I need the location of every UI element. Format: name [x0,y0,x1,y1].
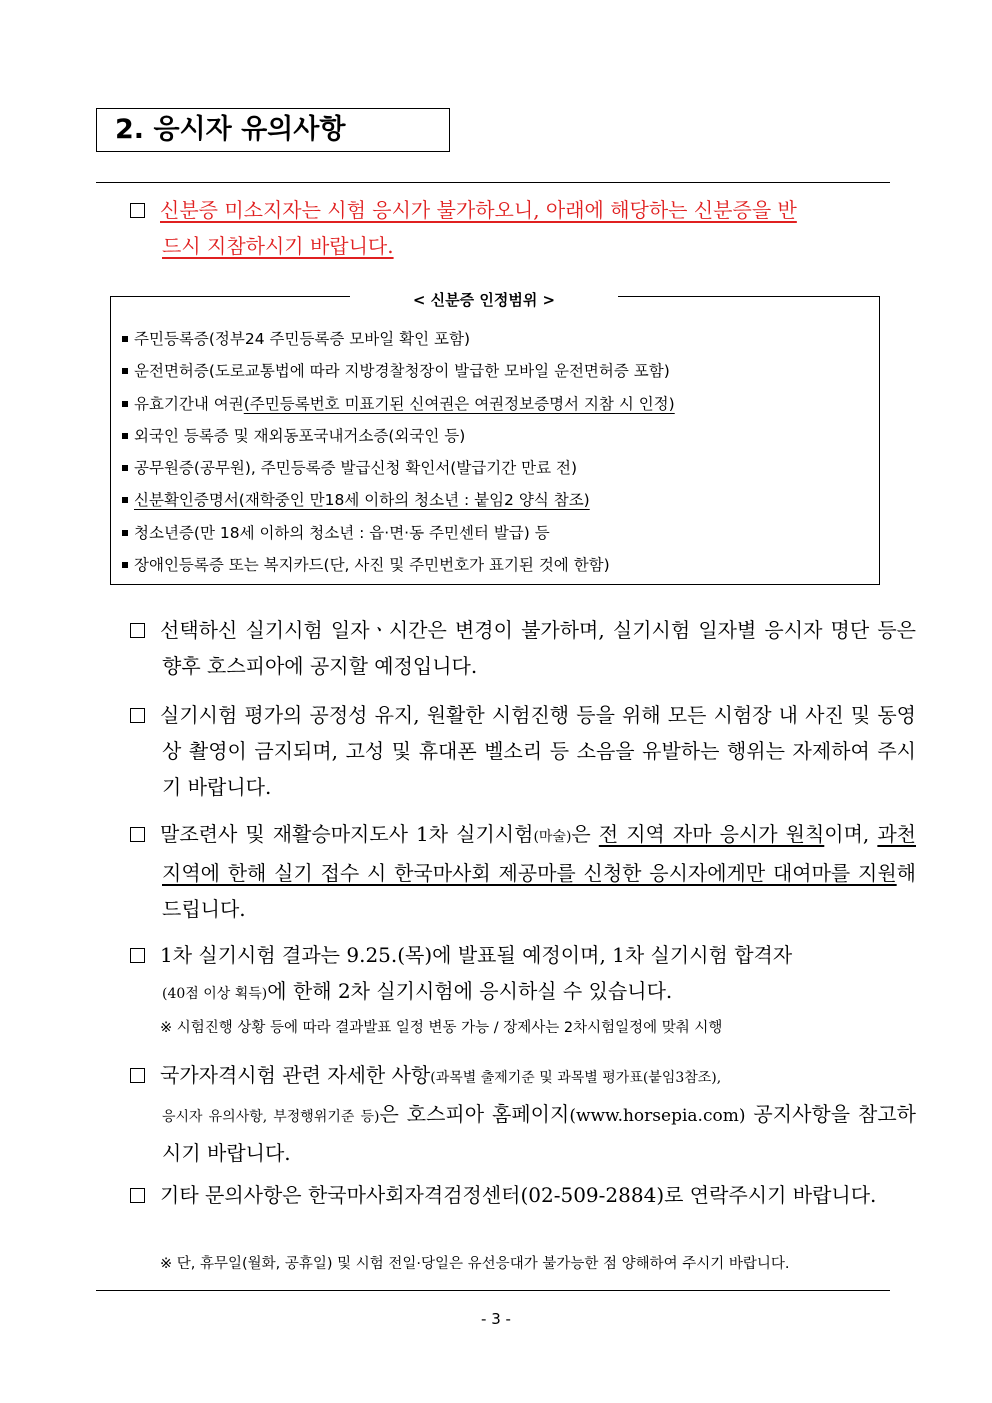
id-range-item-text: 유효기간내 여권 [134,394,244,413]
horse-text-b: 은 [571,822,599,846]
bullet-square-icon [122,336,128,342]
id-range-item-text: 운전면허증(도로교통법에 따라 지방경찰청장이 발급한 모바일 운전면허증 포함) [134,362,670,381]
result-text-b: 에 한해 2차 실기시험에 응시하실 수 있습니다. [267,979,673,1003]
checkbox-icon [130,708,145,723]
checkbox-icon [130,623,145,638]
id-range-item-text: 공무원증(공무원), 주민등록증 발급신청 확인서(발급기간 만료 전) [134,459,578,478]
id-range-item [122,388,675,420]
horse-text-c: 이며, [824,822,878,846]
id-range-item [122,549,675,581]
id-notice-line1: 신분증 미소지자는 시험 응시가 불가하오니, 아래에 해당하는 신분증을 반 [160,198,797,222]
id-range-item [122,452,675,484]
id-range-item-underlined: (주민등록번호 미표기된 신여권은 여권정보증명서 지참 시 인정) [243,394,675,413]
id-range-item-text: 청소년증(만 18세 이하의 청소년 : 읍·면·동 주민센터 발급) 등 [134,523,550,542]
id-notice [130,192,916,264]
bullet-square-icon [122,401,128,407]
checkbox-icon [130,948,145,963]
id-range-item [122,420,675,452]
id-notice-line2: 드시 지참하시기 바랍니다. [162,234,394,258]
contact-note: ※ 단, 휴무일(월화, 공휴일) 및 시험 전일·당일은 유선응대가 불가능한 점 양해하여 주시기 바랍니다. [160,1256,790,1272]
checkbox-icon [130,1188,145,1203]
detail-text-a: 국가자격시험 관련 자세한 사항 [160,1063,431,1087]
section-title: 2. 응시자 유의사항 [96,108,450,152]
result-note: ※ 시험진행 상황 등에 따라 결과발표 일정 변동 가능 / 장제사는 2차시험일정에 맞춰 시행 [160,1020,723,1036]
id-range-item-text: 장애인등록증 또는 복지카드(단, 사진 및 주민번호가 표기된 것에 한함) [134,556,610,575]
bullet-square-icon [122,497,128,503]
id-range-title: < 신분증 인정범위 > [350,288,618,312]
checkbox-icon [130,203,145,218]
id-range-item-text: 외국인 등록증 및 재외동포국내거소증(외국인 등) [134,426,466,445]
horse-underline-1: 전 지역 자마 응시가 원칙 [598,822,825,846]
notice-horse [130,816,916,927]
notice-photo-text: 실기시험 평가의 공정성 유지, 원활한 시험진행 등을 위해 모든 시험장 내 사진 및 동영상 촬영이 금지되며, 고성 및 휴대폰 벨소리 등 소음을 유발하는 행위는 자제하여 주시기 바랍니다. [160,703,916,799]
horse-underline-2: 과천지역에 한해 실기 접수 시 한국마사회 제공마를 신청한 응시자에게만 대여마를 지원 [162,822,916,885]
result-small: (40점 이상 획득) [162,986,268,1002]
notice-schedule-text: 선택하신 실기시험 일자ㆍ시간은 변경이 불가하며, 실기시험 일자별 응시자 명단 등은 향후 호스피아에 공지할 예정입니다. [160,618,916,678]
bottom-divider [96,1290,890,1291]
id-range-item [122,355,675,387]
id-range-item [122,517,675,549]
contact-text: 기타 문의사항은 한국마사회자격검정센터(02-509-2884)로 연락주시기 바랍니다. [160,1183,877,1207]
horse-text-a: 말조련사 및 재활승마지도사 1차 실기시험 [160,822,534,846]
notice-photo [130,697,916,805]
bullet-square-icon [122,368,128,374]
detail-text-b: 은 호스피아 홈페이지 [379,1102,570,1126]
bullet-square-icon [122,433,128,439]
notice-detail [130,1057,916,1171]
id-range-item-underlined: 신분확인증명서(재학중인 만18세 이하의 청소년 : 붙임2 양식 참조) [134,491,590,510]
notice-schedule [130,612,916,684]
page-number: - 3 - [481,1310,511,1328]
detail-text-c: 공지사항을 참고하시기 바랍니다. [162,1102,916,1165]
id-range-item-text: 주민등록증(정부24 주민등록증 모바일 확인 포함) [134,330,471,348]
id-range-item [122,484,675,516]
checkbox-icon [130,827,145,842]
bullet-square-icon [122,465,128,471]
detail-small-2: 응시자 유의사항, 부정행위기준 등) [162,1109,380,1125]
id-range-list [122,323,675,581]
bullet-square-icon [122,530,128,536]
horse-text-d: 해 드립니다. [162,861,916,921]
bullet-square-icon [122,562,128,568]
result-text-a: 1차 실기시험 결과는 9.25.(목)에 발표될 예정이며, 1차 실기시험 합격자 [160,943,793,967]
horse-small: (마술) [533,829,572,845]
homepage-link[interactable]: (www.horsepia.com) [569,1106,746,1126]
detail-small-1: (과목별 출제기준 및 과목별 평가표(붙임3참조), [430,1070,722,1086]
top-divider [96,182,890,183]
notice-contact [130,1177,916,1213]
id-range-item [122,323,675,355]
checkbox-icon [130,1068,145,1083]
notice-result [130,937,916,1012]
